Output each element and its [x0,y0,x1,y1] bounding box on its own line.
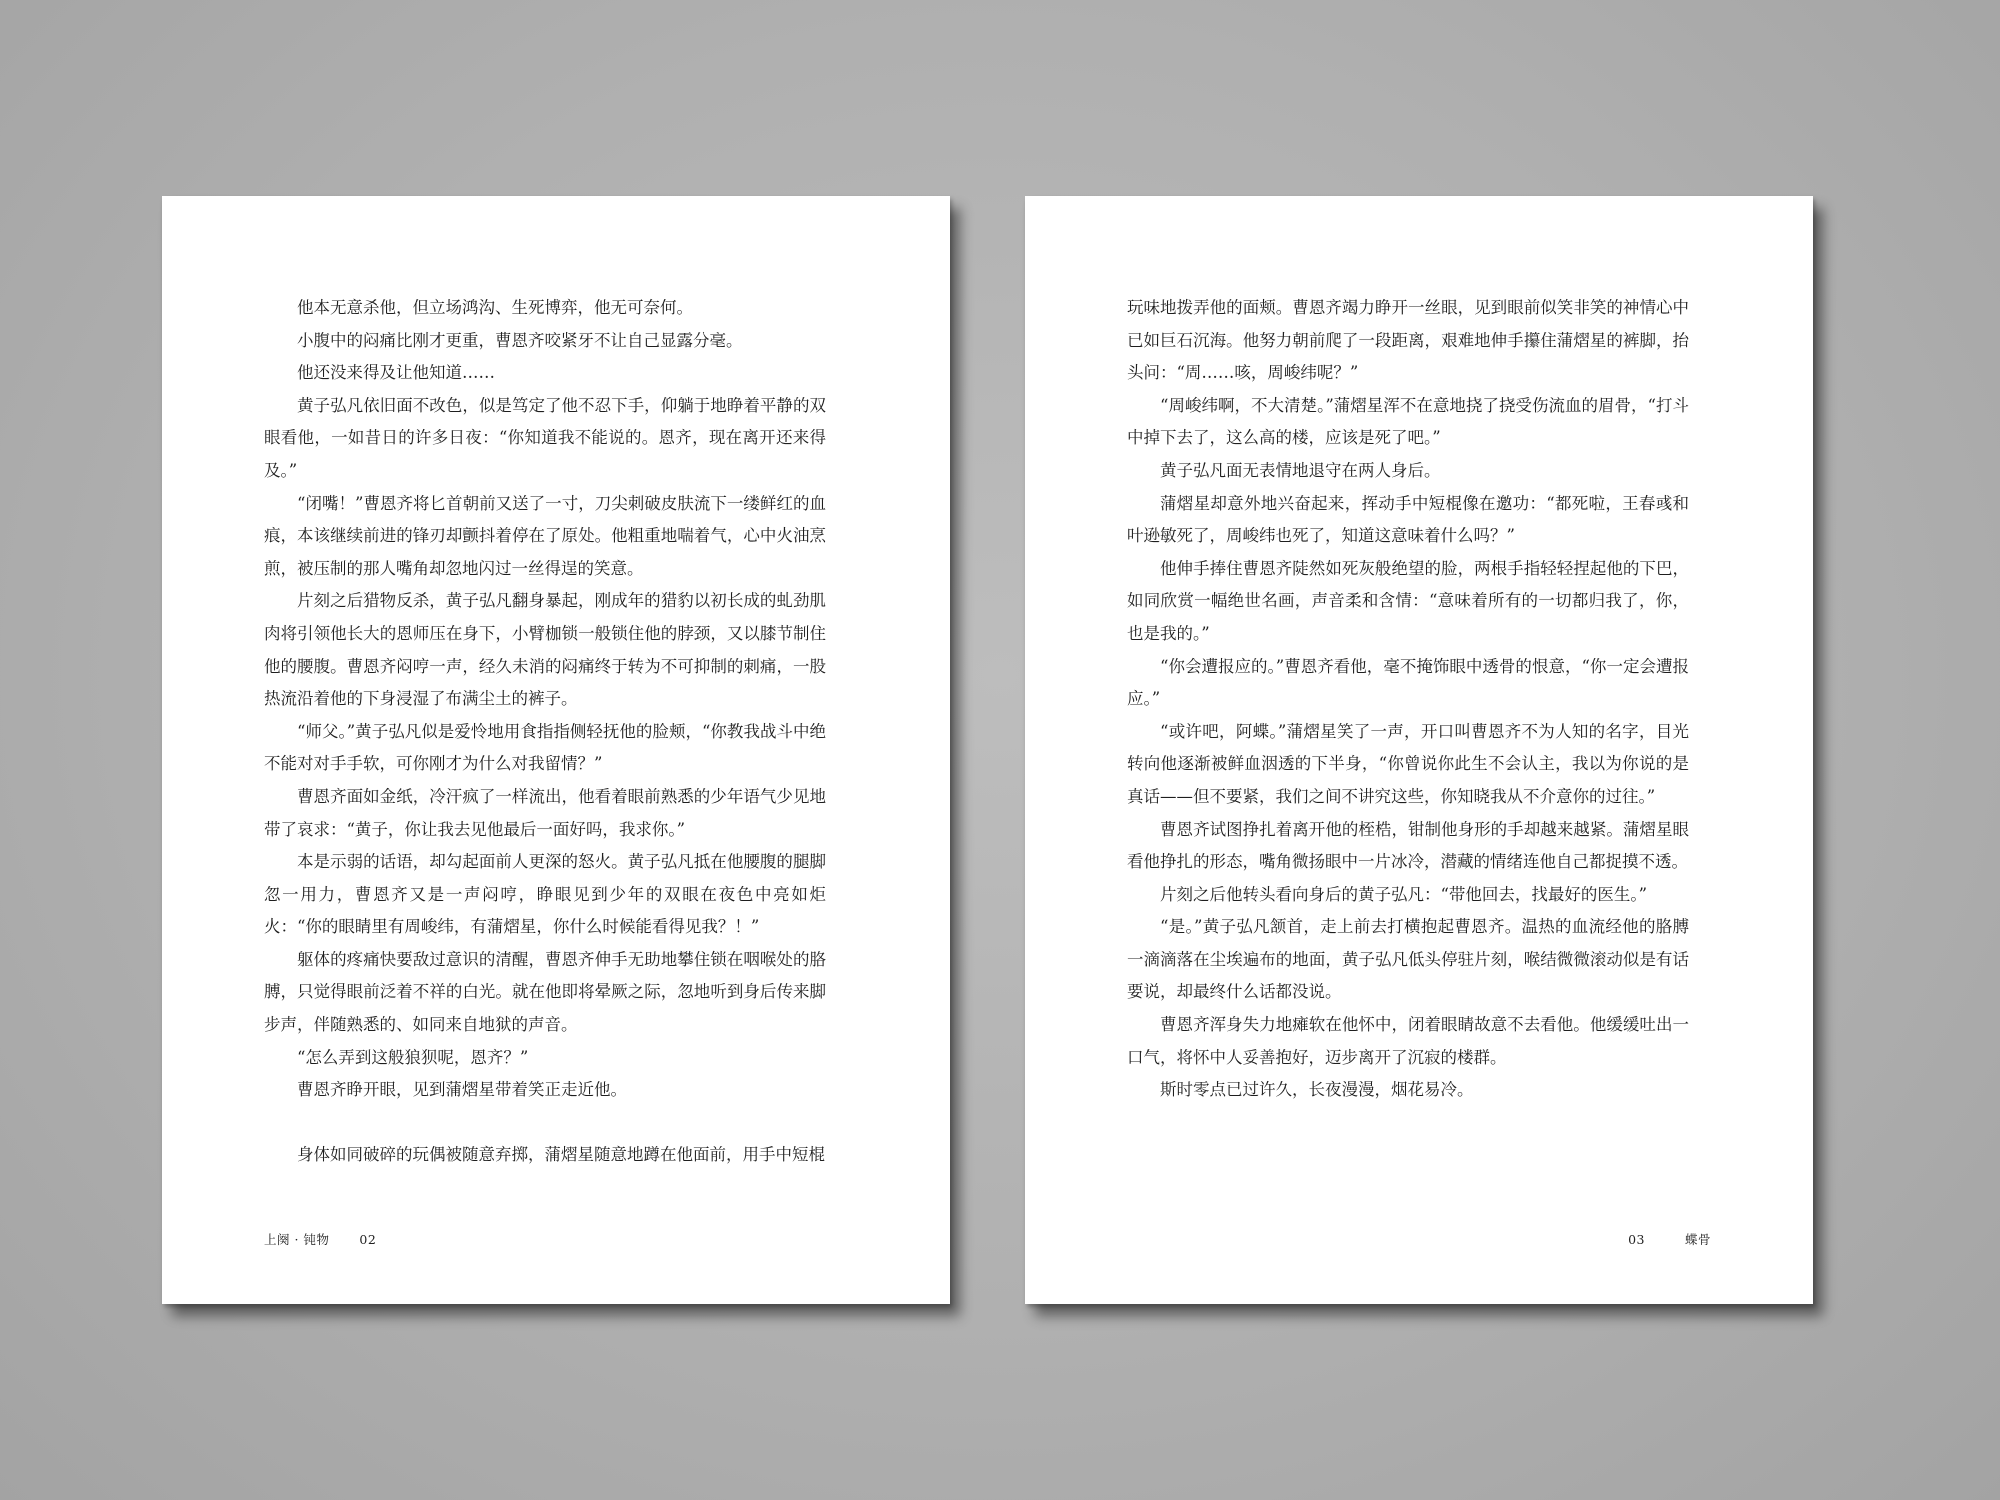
paragraph: “你会遭报应的。”曹恩齐看他，毫不掩饰眼中透骨的恨意，“你一定会遭报应。” [1127,656,1689,709]
paragraph: “怎么弄到这般狼狈呢，恩齐？” [297,1047,529,1067]
page-number: 03 [1628,1232,1645,1247]
paragraph-continuation: 玩味地拨弄他的面颊。曹恩齐竭力睁开一丝眼，见到眼前似笑非笑的神情心中已如巨石沉海。他努力朝前爬了一段距离，艰难地伸手攥住蒲熠星的裤脚，抬头问：“周……咳，周峻纬呢？” [1127,298,1689,383]
paragraph: 小腹中的闷痛比刚才更重，曹恩齐咬紧牙不让自己显露分毫。 [297,330,743,350]
paragraph: 曹恩齐浑身失力地瘫软在他怀中，闭着眼睛故意不去看他。他缓缓吐出一口气，将怀中人妥善抱好，迈步离开了沉寂的楼群。 [1127,1015,1689,1067]
paragraph: 斯时零点已过许久，长夜漫漫，烟花易冷。 [1160,1080,1474,1100]
right-page [1025,196,1813,1304]
paragraph: 他还没来得及让他知道…… [297,363,495,383]
paragraph: 躯体的疼痛快要敌过意识的清醒，曹恩齐伸手无助地攀住锁在咽喉处的胳膊，只觉得眼前泛着不祥的白光。就在他即将晕厥之际，忽地听到身后传来脚步声，伴随熟悉的、如同来自地狱的声音。 [264,949,826,1035]
paragraph: 黄子弘凡依旧面不改色，似是笃定了他不忍下手，仰躺于地睁着平静的双眼看他，一如昔日的许多日夜：“你知道我不能说的。恩齐，现在离开还来得及。” [264,395,826,480]
paragraph: 身体如同破碎的玩偶被随意弃掷，蒲熠星随意地蹲在他面前，用手中短棍 [297,1145,825,1165]
paragraph: 黄子弘凡面无表情地退守在两人身后。 [1160,460,1441,480]
left-page [162,196,950,1304]
paragraph: “周峻纬啊，不大清楚。”蒲熠星浑不在意地挠了挠受伤流血的眉骨，“打斗中掉下去了，这么高的楼，应该是死了吧。” [1127,395,1689,448]
page-number: 02 [359,1232,377,1247]
chapter-title: 上阕 · 钝物 [264,1232,330,1247]
paragraph: “师父。”黄子弘凡似是爱怜地用食指指侧轻抚他的脸颊，“你教我战斗中绝不能对对手手软，可你刚才为什么对我留情？” [264,721,826,774]
paragraph: 曹恩齐面如金纸，冷汗疯了一样流出，他看着眼前熟悉的少年语气少见地带了哀求：“黄子，你让我去见他最后一面好吗，我求你。” [264,786,826,839]
right-page-body [1127,292,1689,1107]
paragraph: 曹恩齐试图挣扎着离开他的桎梏，钳制他身形的手却越来越紧。蒲熠星眼看他挣扎的形态，嘴角微扬眼中一片冰冷，潜藏的情绪连他自己都捉摸不透。 [1127,819,1689,872]
paragraph: 他伸手捧住曹恩齐陡然如死灰般绝望的脸，两根手指轻轻捏起他的下巴，如同欣赏一幅绝世名画，声音柔和含情：“意味着所有的一切都归我了，你，也是我的。” [1127,558,1689,643]
left-page-body [264,292,826,1172]
chapter-title: 蝶骨 [1684,1232,1711,1247]
left-page-footer [264,1230,376,1248]
paragraph: “或许吧，阿蝶。”蒲熠星笑了一声，开口叫曹恩齐不为人知的名字，目光转向他逐渐被鲜血洇透的下半身，“你曾说你此生不会认主，我以为你说的是真话——但不要紧，我们之间不讲究这些，你知晓我从不介意你的过往。” [1127,721,1689,806]
paragraph: 他本无意杀他，但立场鸿沟、生死博弈，他无可奈何。 [297,298,693,317]
paragraph: 本是示弱的话语，却勾起面前人更深的怒火。黄子弘凡抵在他腰腹的腿脚忽一用力，曹恩齐又是一声闷哼，睁眼见到少年的双眼在夜色中亮如炬火：“你的眼睛里有周峻纬，有蒲熠星，你什么时候能看得见我？！” [264,852,826,937]
paragraph: “是。”黄子弘凡颔首，走上前去打横抱起曹恩齐。温热的血流经他的胳膊一滴滴落在尘埃遍布的地面，黄子弘凡低头停驻片刻，喉结微微滚动似是有话要说，却最终什么话都没说。 [1127,917,1689,1002]
paragraph: 蒲熠星却意外地兴奋起来，挥动手中短棍像在邀功：“都死啦，王春彧和叶逊敏死了，周峻纬也死了，知道这意味着什么吗？” [1127,493,1689,546]
paragraph: “闭嘴！”曹恩齐将匕首朝前又送了一寸，刀尖刺破皮肤流下一缕鲜红的血痕，本该继续前进的锋刃却颤抖着停在了原处。他粗重地喘着气，心中火油烹煎，被压制的那人嘴角却忽地闪过一丝得逞的笑意。 [264,493,826,578]
paragraph: 片刻之后他转头看向身后的黄子弘凡：“带他回去，找最好的医生。” [1160,884,1648,904]
right-page-footer [1628,1230,1711,1248]
paragraph: 片刻之后猎物反杀，黄子弘凡翻身暴起，刚成年的猎豹以初长成的虬劲肌肉将引领他长大的恩师压在身下，小臂枷锁一般锁住他的脖颈，又以膝节制住他的腰腹。曹恩齐闷哼一声，经久未消的闷痛终于转为不可抑制的刺痛，一股热流沿着他的下身浸湿了布满尘土的裤子。 [264,591,826,709]
section-break [264,1107,826,1140]
paragraph: 曹恩齐睁开眼，见到蒲熠星带着笑正走近他。 [297,1080,627,1100]
